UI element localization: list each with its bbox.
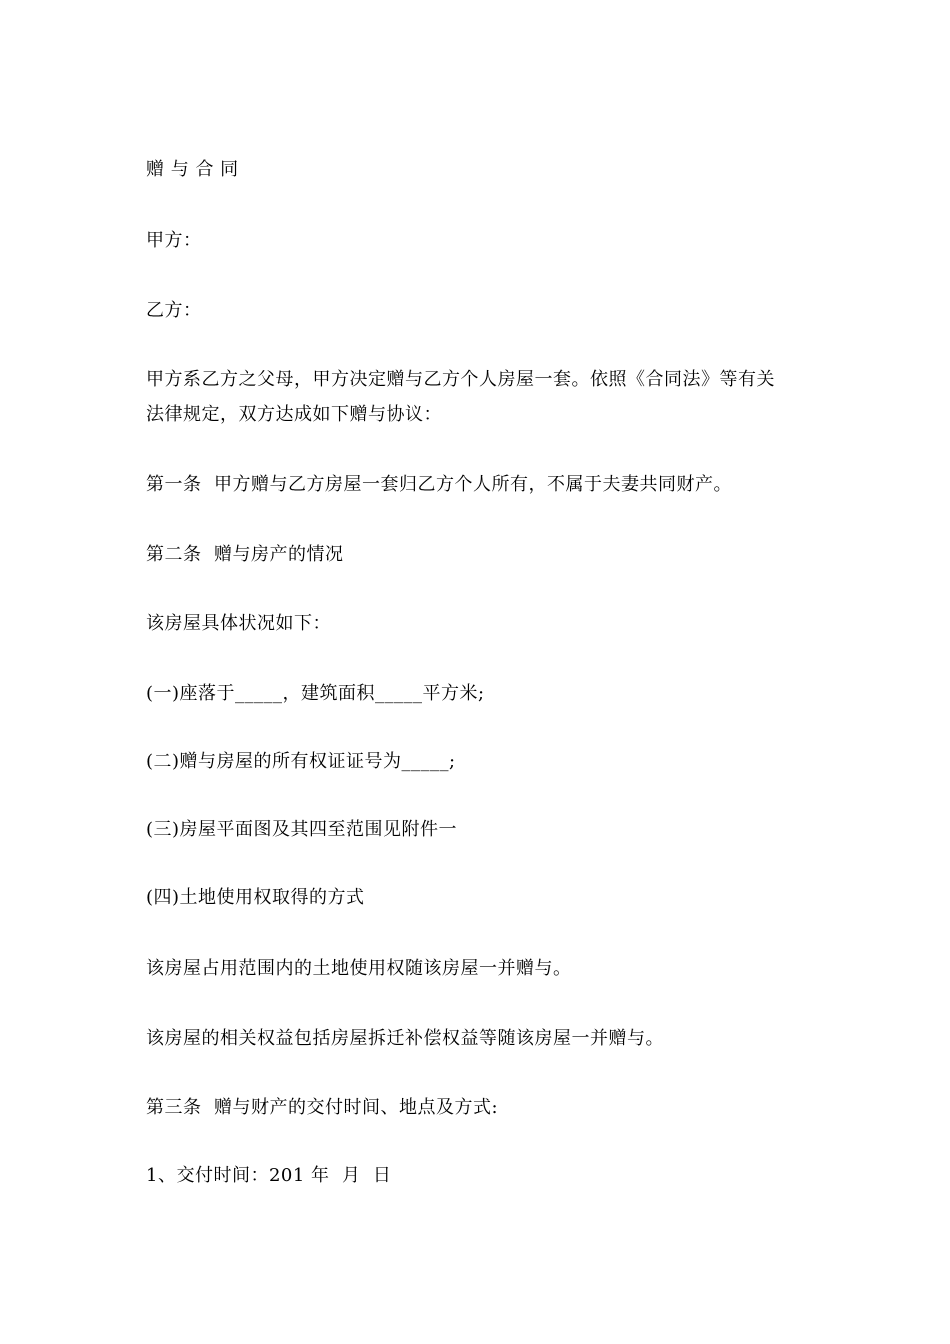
land-rights-text: 该房屋占用范围内的土地使用权随该房屋一并赠与。 [146,958,572,979]
article-2-heading: 第二条 赠与房产的情况 [146,544,344,565]
condition-item-4: (四)土地使用权取得的方式 [146,887,365,908]
condition-item-1: (一)座落于_____，建筑面积_____平方米; [146,683,485,704]
related-rights-text: 该房屋的相关权益包括房屋拆迁补偿权益等随该房屋一并赠与。 [146,1028,664,1049]
intro-line-2: 法律规定，双方达成如下赠与协议： [146,404,442,425]
condition-item-2: (二)赠与房屋的所有权证证号为_____; [146,751,456,772]
intro-line-1: 甲方系乙方之父母，甲方决定赠与乙方个人房屋一套。依照《合同法》等有关 [146,369,775,390]
article-1: 第一条 甲方赠与乙方房屋一套归乙方个人所有，不属于夫妻共同财产。 [146,474,732,495]
document-title: 赠 与 合 同 [146,159,239,180]
article-3-heading: 第三条 赠与财产的交付时间、地点及方式: [146,1097,499,1118]
party-b-label: 乙方： [146,300,202,321]
delivery-time: 1、交付时间：201 年 月 日 [146,1165,392,1186]
condition-intro: 该房屋具体状况如下： [146,613,331,634]
party-a-label: 甲方： [146,230,202,251]
condition-item-3: (三)房屋平面图及其四至范围见附件一 [146,819,458,840]
